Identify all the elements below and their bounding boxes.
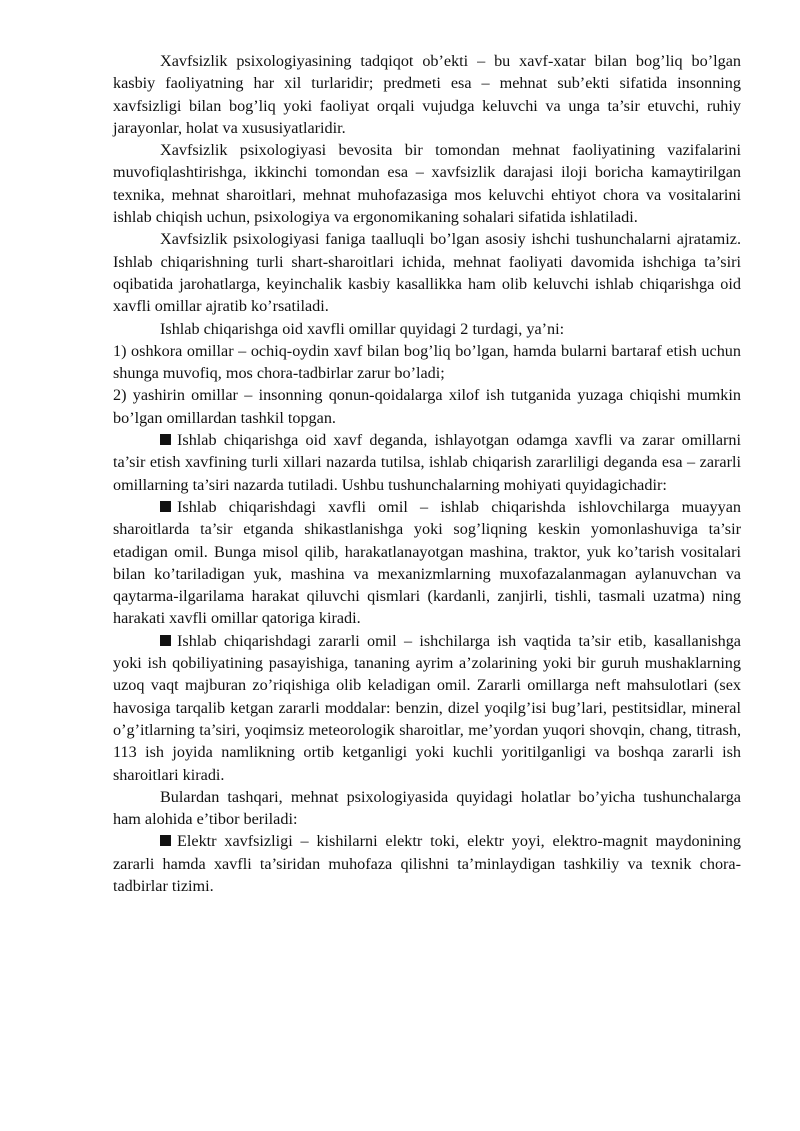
square-bullet-icon xyxy=(160,835,171,846)
bullet-text: Elektr xavfsizligi – kishilarni elektr toki, elektr yoyi, elektro-magnit maydonining zararli hamda xavfli ta’siridan muhofaza qilishni ta’minlaydigan tashkiliy va texnik chora-tadbirlar tizimi. xyxy=(113,832,741,895)
bullet-text: Ishlab chiqarishdagi xavfli omil – ishlab chiqarishda ishlovchilarga muayyan sharoitlarda ta’sir etganda shikastlanishga yoki sog’liqning keskin yomonlashuviga ta’sir etadigan omil. Bunga misol qilib, harakatlanayotgan mashina, traktor, yuk ko’tarish vositalari bilan ko’tariladigan yuk, mashina va mexanizmlarning muxofazalanmagan aylanuvchan va qaytarma-ilgarilama harakat qiluvchi qismlari (kardanli, zanjirli, tishli, tasmali uzatma) ning harakati xavfli omillar qatoriga kiradi. xyxy=(113,497,741,628)
bullet-paragraph xyxy=(113,830,741,897)
paragraph: Bulardan tashqari, mehnat psixologiyasida quyidagi holatlar bo’yicha tushunchalarga ham alohida e’tibor beriladi: xyxy=(113,787,741,829)
square-bullet-icon xyxy=(160,635,171,646)
document-page xyxy=(113,50,741,897)
paragraph: Xavfsizlik psixologiyasining tadqiqot ob’ekti – bu xavf-xatar bilan bog’liq bo’lgan kasbiy faoliyatning har xil turlaridir; predmeti esa – mehnat sub’ekti sifatida insonning xavfsizligi bilan bog’liq yoki faoliyat orqali vujudga keluvchi va unga ta’sir etuvchi, ruhiy jarayonlar, holat va xususiyatlaridir. xyxy=(113,52,741,137)
numbered-item: 1) oshkora omillar – ochiq-oydin xavf bilan bog’liq bo’lgan, hamda bularni bartaraf etish uchun shunga muvofiq, mos chora-tadbirlar zarur bo’ladi; xyxy=(113,341,741,383)
bullet-text: Ishlab chiqarishga oid xavf deganda, ishlayotgan odamga xavfli va zarar omillarni ta’sir etish xavfining turli xillari nazarda tutilsa, ishlab chiqarish zararliligi deganda esa – zararli omillarning ta’siri nazarda tutiladi. Ushbu tushunchalarning mohiyati quyidagichadir: xyxy=(113,431,741,494)
numbered-item: 2) yashirin omillar – insonning qonun-qoidalarga xilof ish tutganida yuzaga chiqishi mumkin bo’lgan omillardan tashkil topgan. xyxy=(113,386,741,427)
square-bullet-icon xyxy=(160,434,171,445)
bullet-paragraph xyxy=(113,630,741,786)
bullet-paragraph xyxy=(113,496,741,630)
paragraph: Ishlab chiqarishga oid xavfli omillar quyidagi 2 turdagi, ya’ni: xyxy=(160,319,565,338)
paragraph: Xavfsizlik psixologiyasi faniga taalluqli bo’lgan asosiy ishchi tushunchalarni ajratamiz. Ishlab chiqarishning turli shart-sharoitlari ichida, mehnat faoliyati davomida ishchiga ta’siri oqibatida jarohatlarga, keyinchalik kasbiy kasallikka ham olib keluvchi ishlab chiqarishga oid xavfli omillar ajratib ko’rsatiladi. xyxy=(113,230,741,316)
paragraph: Xavfsizlik psixologiyasi bevosita bir tomondan mehnat faoliyatining vazifalarini muvofiqlashtirishga, ikkinchi tomondan esa – xavfsizlik darajasi iloji boricha kamaytirilgan texnika, mehnat sharoitlari, mehnat muhofazasiga mos keluvchi ehtiyot chora va vositalarini ishlab chiqish uchun, psixologiya va ergonomikaning sohalari sifatida ishlatiladi. xyxy=(113,141,741,227)
bullet-text: Ishlab chiqarishdagi zararli omil – ishchilarga ish vaqtida ta’sir etib, kasallanishga yoki ish qobiliyatining pasayishiga, tananing ayrim a’zolarining yoki bir guruh mushaklarning uzoq vaqt majburan zo’riqishiga olib keladigan omil. Zararli omillarga neft mahsulotlari (sex havosiga tarqalib ketgan zararli moddalar: benzin, dizel yoqilg’isi bug’lari, pestitsidlar, mineral o’g’itlarning ta’siri, yoqimsiz meteorologik sharoitlar, me’yordan yuqori shovqin, chang, titrash, 113 ish joyida namlikning ortib ketganligi yoki kuchli yoritilganligi va boshqa zararli ish sharoitlari kiradi. xyxy=(113,631,741,784)
square-bullet-icon xyxy=(160,501,171,512)
bullet-paragraph xyxy=(113,429,741,496)
